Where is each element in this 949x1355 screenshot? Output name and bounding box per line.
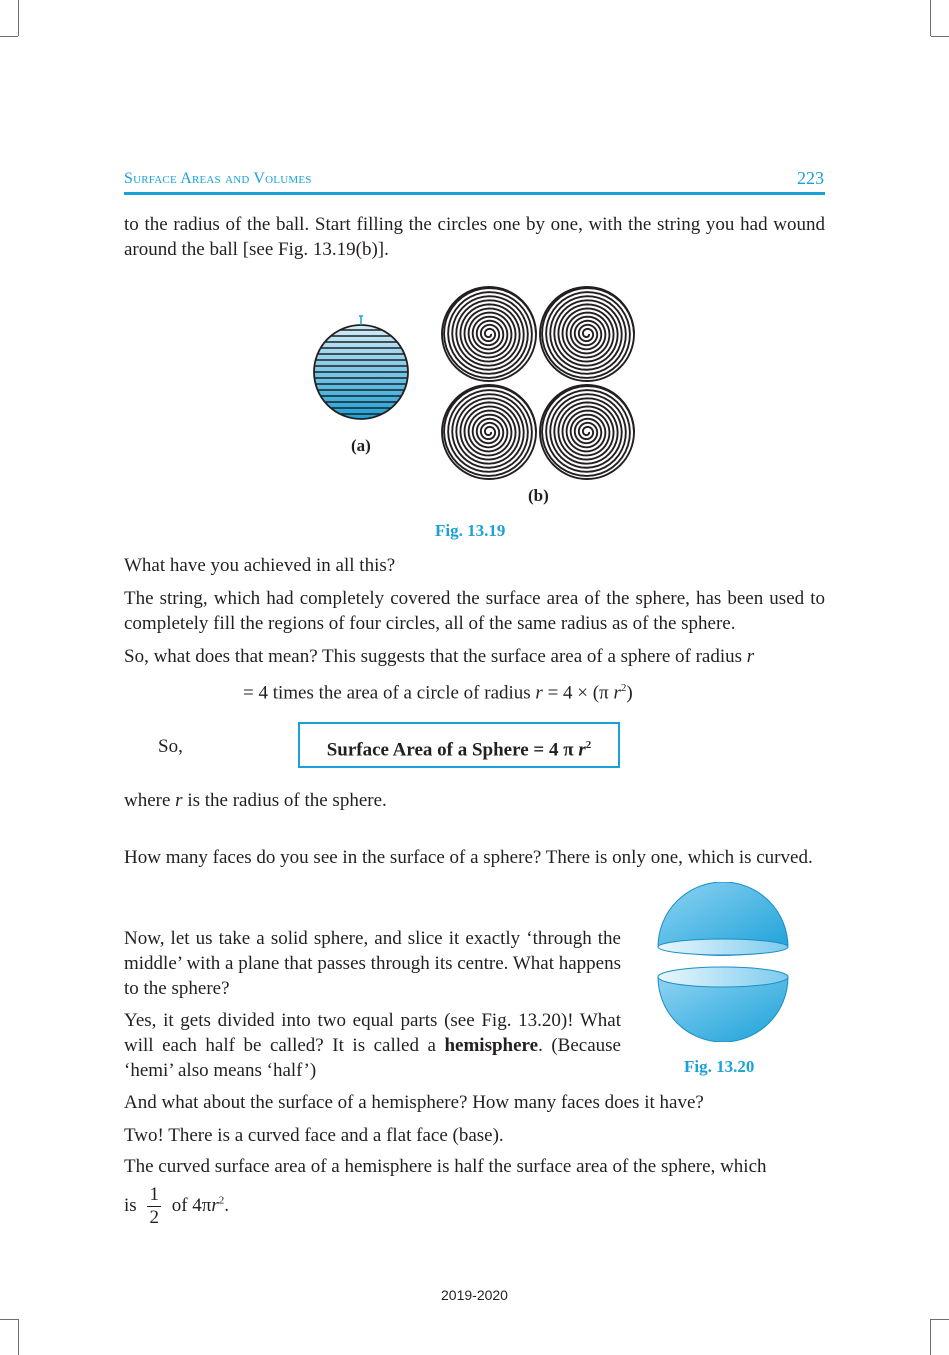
crop-mark	[0, 36, 18, 37]
fraction-line: is $\frac{1}{2}$ of $4\pi r^2$.	[124, 1184, 230, 1228]
crop-mark	[930, 1319, 931, 1355]
fig-13-20-caption: Fig. 13.20	[684, 1057, 755, 1076]
paragraph: Now, let us take a solid sphere, and slice it exactly ‘through the middle’ with a plane that passes through its centre. What happens to the sphere?	[124, 928, 621, 999]
crop-mark	[18, 1319, 19, 1355]
paragraph: How many faces do you see in the surface of a sphere? There is only one, which is curved.	[124, 847, 813, 868]
surface-area-formula-box: Surface Area of a Sphere = 4 π $r^2$	[298, 722, 620, 768]
page-number: 223	[797, 168, 824, 188]
equation-line: = 4 times the area of a circle of radius r = 4 × (π $r^2$)	[243, 682, 633, 704]
hemispheres-illustration	[653, 882, 793, 1042]
running-header-title: Surface Areas and Volumes	[124, 170, 312, 187]
wound-ball-illustration	[306, 310, 416, 430]
fig-13-19-caption: Fig. 13.19	[435, 521, 506, 540]
crop-mark	[18, 0, 19, 36]
so-label: So,	[158, 736, 183, 757]
paragraph: The string, which had completely covered the surface area of the sphere, has been used to completely fill the regions of four circles, all of the same radius as of the sphere.	[124, 588, 825, 634]
crop-mark	[931, 1319, 949, 1320]
paragraph: to the radius of the ball. Start filling the circles one by one, with the string you had wound around the ball [see Fig. 13.19(b)].	[124, 214, 825, 260]
paragraph: Two! There is a curved face and a flat face (base).	[124, 1125, 504, 1146]
paragraph: And what about the surface of a hemisphere? How many faces does it have?	[124, 1092, 704, 1113]
paragraph: where r is the radius of the sphere.	[124, 790, 387, 811]
crop-mark	[930, 0, 931, 36]
paragraph: What have you achieved in all this?	[124, 555, 396, 576]
header-rule	[124, 192, 825, 195]
paragraph: So, what does that mean? This suggests that the surface area of a sphere of radius r	[124, 646, 755, 667]
crop-mark	[931, 36, 949, 37]
fig-label-a: (a)	[351, 436, 371, 455]
four-spiral-circles-illustration	[440, 285, 640, 485]
one-half-fraction: $\frac{1}{2}$	[149, 1184, 159, 1228]
paragraph: The curved surface area of a hemisphere is half the surface area of the sphere, which	[124, 1156, 767, 1177]
paragraph: Yes, it gets divided into two equal parts (see Fig. 13.20)! What will each half be called? It is called a hemisphere. (Because ‘hemi’ also means ‘half’)	[124, 1010, 621, 1081]
fig-label-b: (b)	[528, 486, 549, 505]
footer-year: 2019-2020	[441, 1287, 508, 1303]
crop-mark	[0, 1319, 18, 1320]
